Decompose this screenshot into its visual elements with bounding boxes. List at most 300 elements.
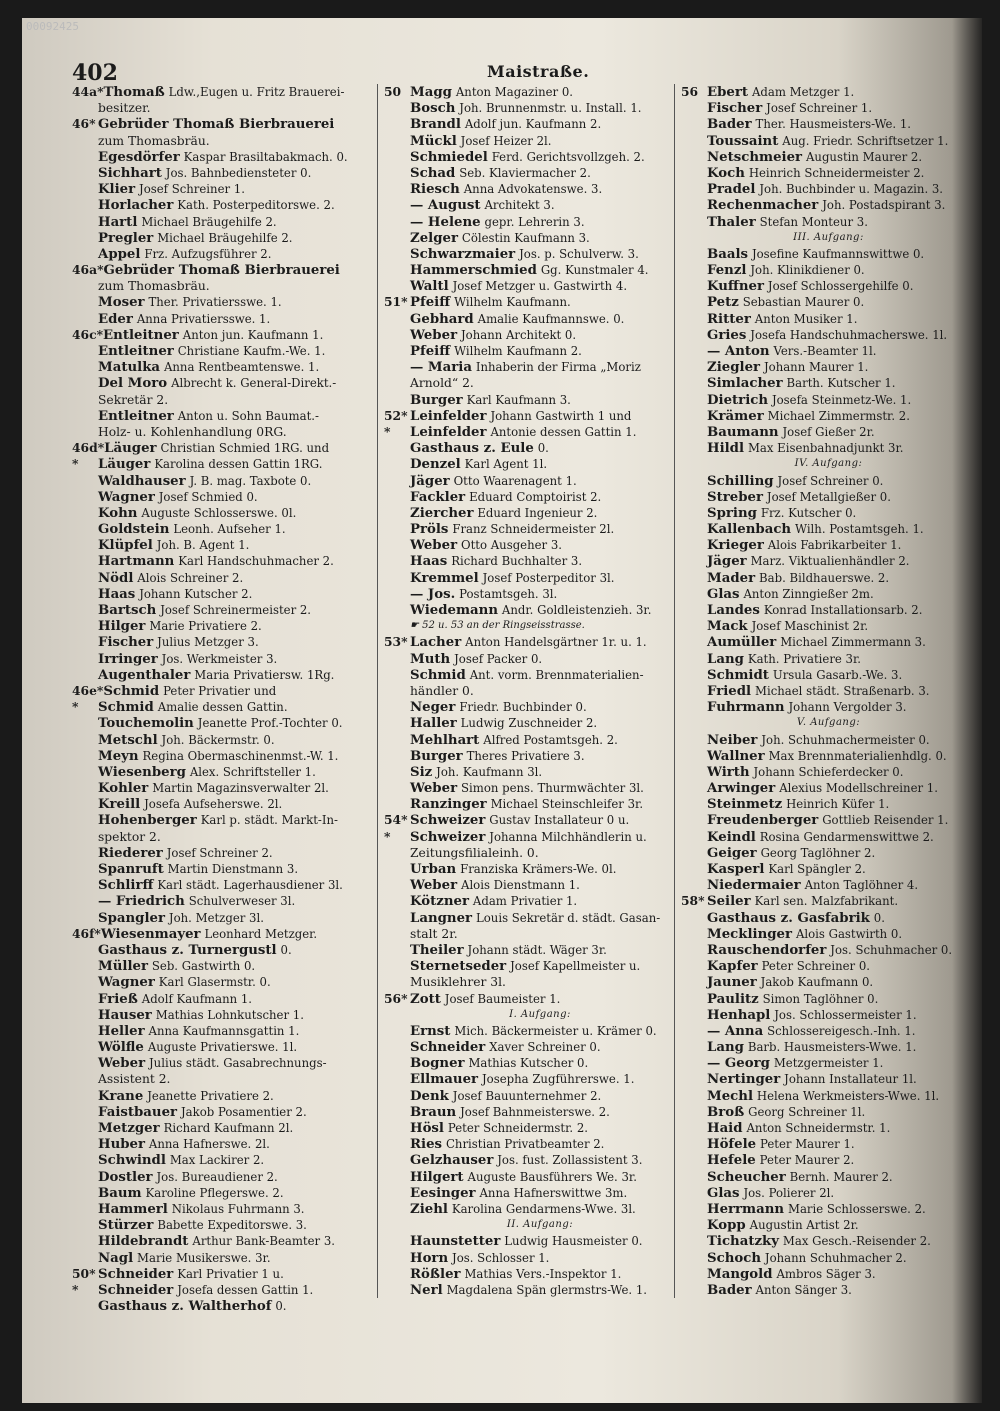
resident-name: Rößler <box>410 1266 461 1282</box>
resident-name: Jauner <box>707 975 757 991</box>
directory-entry <box>681 958 976 974</box>
resident-name: Müller <box>98 959 148 975</box>
directory-entry <box>72 634 397 650</box>
resident-name: Gebhard <box>410 311 474 327</box>
directory-entry <box>681 246 976 262</box>
directory-entry <box>72 1282 397 1298</box>
directory-entry <box>72 991 397 1007</box>
resident-name: Denzel <box>410 457 461 473</box>
directory-entry <box>384 214 696 230</box>
directory-entry <box>681 812 976 828</box>
resident-detail: Alois Fabrikarbeiter 1. <box>767 538 902 553</box>
directory-entry <box>72 505 397 521</box>
resident-detail: Kaspar Brasiltabakmach. 0. <box>183 149 348 164</box>
resident-detail: Johann Schieferdecker 0. <box>753 764 904 779</box>
resident-detail: Martin Dienstmann 3. <box>167 862 299 876</box>
directory-entry <box>72 1298 397 1314</box>
directory-entry <box>384 667 696 683</box>
resident-name: Hammerl <box>98 1201 168 1217</box>
directory-entry <box>681 408 976 424</box>
resident-name: Ernst <box>410 1023 451 1039</box>
resident-detail: Karl städt. Lagerhausdiener 3l. <box>157 878 343 893</box>
directory-entry <box>681 1023 976 1039</box>
directory-entry <box>72 845 397 861</box>
directory-entry <box>681 1104 976 1120</box>
directory-entry <box>72 521 397 537</box>
resident-name: Moser <box>98 295 145 311</box>
directory-entry <box>72 1201 397 1217</box>
resident-name: Krane <box>98 1088 144 1104</box>
resident-detail: Adolf Kaufmann 1. <box>141 991 253 1006</box>
resident-name: Weber <box>98 1056 146 1072</box>
resident-detail: J. B. mag. Taxbote 0. <box>189 473 312 488</box>
resident-name: Herrmann <box>707 1201 785 1217</box>
resident-name: Gasthaus z. Eule <box>410 441 534 457</box>
resident-name: Gasthaus z. Gasfabrik <box>707 910 870 926</box>
resident-detail: Josef Schreiner 1. <box>139 182 245 197</box>
resident-detail: Christian Privatbeamter 2. <box>445 1137 605 1152</box>
directory-entry <box>681 1201 976 1217</box>
entry-continuation: Holz- u. Kohlenhandlung 0RG. <box>98 424 287 439</box>
resident-detail: Mathias Kutscher 0. <box>468 1056 589 1071</box>
directory-entry <box>72 311 397 327</box>
directory-entry <box>384 1071 696 1087</box>
directory-entry <box>681 926 976 942</box>
resident-detail: Johann Maurer 1. <box>763 360 869 375</box>
resident-detail: Mich. Bäckermeister u. Krämer 0. <box>454 1023 657 1038</box>
directory-entry <box>72 165 397 181</box>
resident-name: Netschmeier <box>707 149 803 165</box>
directory-entry <box>384 456 696 472</box>
resident-name: Wölfle <box>98 1040 144 1056</box>
directory-entry <box>72 489 397 505</box>
directory-entry <box>681 424 976 440</box>
resident-name: Pradel <box>707 182 756 198</box>
resident-name: Krieger <box>707 538 764 554</box>
resident-detail: Kath. Privatiere 3r. <box>747 651 861 666</box>
resident-detail: Richard Kaufmann 2l. <box>163 1121 294 1135</box>
stairway-heading: I. Aufgang: <box>509 1008 571 1020</box>
directory-entry <box>681 974 976 990</box>
resident-name: Braun <box>410 1104 457 1120</box>
resident-detail: Louis Sekretär d. städt. Gasan- <box>476 910 661 925</box>
resident-detail: Josef Packer 0. <box>454 651 543 666</box>
resident-detail: Josef Schreiner 0. <box>777 473 884 488</box>
resident-detail: 0. <box>280 942 292 957</box>
resident-name: Entleitner <box>103 327 179 343</box>
resident-detail: Michael Bräugehilfe 2. <box>157 230 293 245</box>
resident-detail: Franz Schneidermeister 2l. <box>452 522 615 537</box>
house-number: 58* <box>681 893 705 909</box>
resident-name: Jäger <box>410 473 450 489</box>
resident-name: Ries <box>410 1137 443 1153</box>
directory-entry <box>72 440 397 456</box>
resident-name: Faistbauer <box>98 1104 178 1120</box>
resident-name: Fuhrmann <box>707 700 785 716</box>
resident-detail: Marie Privatiere 2. <box>149 619 262 634</box>
resident-detail: Josefa dessen Gattin 1. <box>177 1282 314 1297</box>
resident-detail: Marie Schlosserswe. 2. <box>787 1201 926 1216</box>
resident-name: Streber <box>707 489 763 505</box>
entry-continuation: Arnold“ 2. <box>410 376 474 391</box>
resident-detail: Ldw.,Eugen u. Fritz Brauerei- <box>168 85 345 99</box>
directory-entry <box>384 1201 696 1217</box>
directory-entry <box>384 586 696 602</box>
resident-detail: Barb. Hausmeisters-Wwe. 1. <box>747 1040 917 1055</box>
resident-detail: Jos. p. Schulverw. 3. <box>519 246 639 261</box>
resident-detail: Barth. Kutscher 1. <box>786 376 896 391</box>
resident-detail: Anna Privatiersswe. 1. <box>136 311 271 326</box>
resident-name: Schoch <box>707 1250 761 1266</box>
house-number: * <box>72 456 79 472</box>
resident-detail: Heinrich Schneidermeister 2. <box>748 165 925 180</box>
directory-entry <box>72 197 397 213</box>
resident-name: Aumüller <box>707 635 777 651</box>
resident-name: Koch <box>707 165 745 181</box>
resident-name: Nödl <box>98 570 134 586</box>
directory-entry <box>72 1217 397 1233</box>
resident-detail: Peter Maurer 2. <box>759 1153 855 1168</box>
directory-entry <box>72 473 397 489</box>
resident-name: Hefele <box>707 1153 756 1169</box>
resident-name: Nertinger <box>707 1072 781 1088</box>
resident-detail: Postamtsgeh. 3l. <box>459 586 558 601</box>
resident-name: Hartmann <box>98 554 175 570</box>
resident-name: Jäger <box>707 554 747 570</box>
house-number: 46a* <box>72 262 104 278</box>
resident-detail: Josef Posterpeditor 3l. <box>482 570 615 585</box>
directory-entry <box>681 311 976 327</box>
resident-detail: Adolf jun. Kaufmann 2. <box>464 117 602 132</box>
resident-name: Burger <box>410 392 463 408</box>
resident-detail: Max Eisenbahnadjunkt 3r. <box>747 441 904 456</box>
directory-entry <box>72 1104 397 1120</box>
house-note: ☛ 52 u. 53 an der Ringseisstrasse. <box>410 620 585 632</box>
resident-detail: Frz. Aufzugsführer 2. <box>144 246 272 261</box>
stairway-heading: IV. Aufgang: <box>794 458 863 470</box>
resident-name: Weber <box>410 878 458 894</box>
house-number: 46c* <box>72 326 104 342</box>
directory-entry <box>72 715 397 731</box>
directory-entry <box>72 893 397 909</box>
directory-entry <box>681 359 976 375</box>
directory-entry <box>681 1071 976 1087</box>
resident-name: Appel <box>98 246 141 262</box>
resident-detail: Kath. Posterpeditorswe. 2. <box>177 198 335 213</box>
directory-entry <box>681 699 976 715</box>
resident-name: Weber <box>410 327 458 343</box>
directory-entry <box>681 829 976 845</box>
directory-entry <box>384 877 696 893</box>
resident-name: Huber <box>98 1137 145 1153</box>
directory-entry <box>384 699 696 715</box>
directory-entry <box>681 343 976 359</box>
resident-detail: Leonhard Metzger. <box>204 926 318 941</box>
resident-detail: Richard Buchhalter 3. <box>451 554 583 569</box>
resident-name: Ziegler <box>707 360 761 376</box>
resident-detail: Sebastian Maurer 0. <box>742 295 865 310</box>
directory-entry <box>681 1169 976 1185</box>
directory-entry <box>681 683 976 699</box>
resident-detail: Karolina dessen Gattin 1RG. <box>154 457 323 472</box>
resident-detail: Josef Metzger u. Gastwirth 4. <box>452 279 628 294</box>
resident-name: Thaler <box>707 214 756 230</box>
resident-name: Scheucher <box>707 1169 786 1185</box>
resident-name: Kohn <box>98 505 138 521</box>
directory-entry <box>72 1007 397 1023</box>
resident-name: Weber <box>410 538 458 554</box>
directory-entry <box>72 1169 397 1185</box>
resident-name: Waltl <box>410 279 449 295</box>
directory-entry <box>384 230 696 246</box>
directory-entry <box>72 780 397 796</box>
directory-entry <box>72 586 397 602</box>
resident-detail: Karl p. städt. Markt-In- <box>200 813 338 828</box>
directory-entry <box>681 1088 976 1104</box>
resident-detail: Anton jun. Kaufmann 1. <box>182 327 324 342</box>
house-number: 46* <box>72 116 96 132</box>
resident-name: Kreill <box>98 797 141 813</box>
resident-name: Ellmauer <box>410 1072 479 1088</box>
directory-entry <box>384 116 696 132</box>
resident-name: Spring <box>707 505 757 521</box>
house-number: * <box>72 699 79 715</box>
directory-entry <box>384 1282 696 1298</box>
directory-entry <box>384 278 696 294</box>
directory-entry <box>384 910 696 926</box>
directory-entry <box>72 1055 397 1071</box>
resident-detail: Josef Bauunternehmer 2. <box>452 1088 602 1103</box>
resident-name: Kopp <box>707 1218 746 1234</box>
resident-name: Riederer <box>98 845 163 861</box>
resident-detail: Josefine Kaufmannswittwe 0. <box>751 246 925 261</box>
resident-name: Niedermaier <box>707 878 801 894</box>
directory-entry <box>72 748 397 764</box>
resident-detail: Wilhelm Kaufmann 2. <box>454 344 582 358</box>
resident-name: Paulitz <box>707 991 759 1007</box>
directory-entry <box>72 958 397 974</box>
resident-name: Rechenmacher <box>707 198 819 214</box>
resident-detail: Gg. Kunstmaler 4. <box>540 263 649 278</box>
resident-detail: Georg Schreiner 1l. <box>748 1104 866 1119</box>
resident-name: Touchemolin <box>98 716 194 732</box>
resident-name: Haller <box>410 716 457 732</box>
resident-detail: Joh. Bäckermstr. 0. <box>161 732 275 747</box>
directory-entry <box>384 796 696 812</box>
resident-detail: Christiane Kaufm.-We. 1. <box>177 344 326 358</box>
resident-detail: Max Brennmaterialienhdlg. 0. <box>768 748 947 763</box>
directory-entry <box>72 181 397 197</box>
resident-detail: Johann Schuhmacher 2. <box>764 1250 907 1265</box>
resident-detail: Josef Baumeister 1. <box>444 991 561 1006</box>
directory-entry <box>681 780 976 796</box>
resident-detail: Joh. B. Agent 1. <box>156 538 250 553</box>
resident-detail: Anton Taglöhner 4. <box>804 878 919 893</box>
resident-name: Gasthaus z. Turnergustl <box>98 942 277 958</box>
resident-detail: Joh. Klinikdiener 0. <box>750 263 865 278</box>
resident-detail: Karl sen. Malzfabrikant. <box>754 894 899 909</box>
directory-entry <box>384 602 696 618</box>
resident-detail: Cölestin Kaufmann 3. <box>461 230 590 245</box>
directory-entry <box>681 84 976 100</box>
directory-entry <box>681 732 976 748</box>
resident-detail: Michael Zimmermann 3. <box>780 635 926 650</box>
directory-entry <box>384 829 696 845</box>
resident-detail: Alex. Schriftsteller 1. <box>189 764 316 779</box>
resident-detail: Jeanette Prof.-Tochter 0. <box>197 716 343 731</box>
resident-detail: Michael Zimmermstr. 2. <box>767 408 910 423</box>
resident-name: Heller <box>98 1023 145 1039</box>
resident-detail: Antonie dessen Gattin 1. <box>490 424 637 439</box>
resident-name: — Anton <box>707 344 770 359</box>
directory-entry <box>384 651 696 667</box>
directory-entry <box>384 991 696 1007</box>
resident-detail: gepr. Lehrerin 3. <box>484 214 585 229</box>
column-1 <box>72 84 397 1314</box>
resident-name: Henhapl <box>707 1007 771 1023</box>
resident-detail: Jos. fust. Zollassistent 3. <box>497 1153 643 1168</box>
resident-name: Horlacher <box>98 198 174 214</box>
resident-name: Schwarzmaier <box>410 246 516 262</box>
directory-entry <box>681 375 976 391</box>
resident-name: Tichatzky <box>707 1234 779 1250</box>
resident-detail: Vers.-Beamter 1l. <box>773 344 877 358</box>
resident-name: Seiler <box>707 894 751 910</box>
house-number: 52* <box>384 407 408 423</box>
directory-entry <box>681 667 976 683</box>
resident-name: Kuffner <box>707 279 764 295</box>
resident-name: Dostler <box>98 1169 153 1185</box>
resident-name: — Anna <box>707 1023 764 1039</box>
directory-entry <box>384 1233 696 1249</box>
resident-name: Wiedemann <box>410 603 498 618</box>
directory-entry <box>72 343 397 359</box>
house-number: * <box>384 828 391 844</box>
resident-detail: Nikolaus Fuhrmann 3. <box>171 1201 305 1216</box>
resident-detail: Anton Sänger 3. <box>755 1282 852 1297</box>
resident-name: Schwindl <box>98 1153 166 1169</box>
resident-detail: Karl Agent 1l. <box>464 457 548 472</box>
resident-name: Gasthaus z. Waltherhof <box>98 1299 272 1315</box>
stairway-heading: II. Aufgang: <box>506 1219 574 1231</box>
resident-detail: Julius Metzger 3. <box>157 635 259 650</box>
directory-entry <box>72 1152 397 1168</box>
resident-detail: Josef Metallgießer 0. <box>766 489 891 504</box>
resident-name: Zelger <box>410 230 458 246</box>
directory-entry <box>384 392 696 408</box>
resident-detail: Arthur Bank-Beamter 3. <box>192 1234 335 1249</box>
resident-detail: Josefa Steinmetz-We. 1. <box>771 392 912 407</box>
resident-detail: Inhaberin der Firma „Moriz <box>475 360 641 375</box>
resident-detail: 0. <box>275 1299 287 1314</box>
resident-name: — Helene <box>410 214 481 230</box>
directory-entry <box>384 764 696 780</box>
directory-entry <box>681 553 976 569</box>
resident-name: Hauser <box>98 1007 152 1023</box>
resident-detail: Alfred Postamtsgeh. 2. <box>483 732 618 747</box>
resident-name: Hildebrandt <box>98 1234 189 1250</box>
resident-detail: Franziska Krämers-We. 0l. <box>460 862 617 876</box>
resident-name: Neger <box>410 700 456 716</box>
resident-name: Baum <box>98 1185 142 1201</box>
resident-detail: Martin Magazinsverwalter 2l. <box>152 781 329 796</box>
resident-name: Bader <box>707 1282 752 1298</box>
resident-name: Irringer <box>98 651 158 667</box>
directory-entry <box>681 473 976 489</box>
directory-entry <box>72 602 397 618</box>
resident-name: Kapfer <box>707 959 758 975</box>
house-number: * <box>384 423 391 439</box>
resident-name: Magg <box>410 85 452 100</box>
resident-name: Schmid <box>410 667 466 683</box>
resident-name: Höfele <box>707 1137 757 1153</box>
directory-entry <box>681 197 976 213</box>
resident-detail: Josef Kapellmeister u. <box>510 959 641 974</box>
directory-entry <box>72 667 397 683</box>
resident-detail: Adam Privatier 1. <box>472 894 578 909</box>
directory-entry <box>681 651 976 667</box>
directory-entry <box>384 1250 696 1266</box>
resident-detail: Simon pens. Thurmwächter 3l. <box>461 781 644 796</box>
directory-entry <box>72 796 397 812</box>
directory-entry <box>681 748 976 764</box>
resident-detail: Auguste Privatierswe. 1l. <box>147 1040 298 1055</box>
directory-entry <box>384 521 696 537</box>
resident-detail: Bernh. Maurer 2. <box>789 1169 893 1184</box>
directory-entry <box>384 149 696 165</box>
directory-entry <box>681 1217 976 1233</box>
directory-entry <box>72 294 397 310</box>
resident-detail: Karl Privatier 1 u. <box>177 1266 284 1281</box>
directory-entry <box>384 424 696 440</box>
resident-detail: Peter Privatier und <box>163 683 277 698</box>
directory-entry <box>384 861 696 877</box>
resident-name: Klier <box>98 182 136 198</box>
resident-name: Hösl <box>410 1121 444 1136</box>
directory-entry <box>72 408 397 424</box>
resident-detail: Anton Musiker 1. <box>754 311 858 326</box>
directory-entry <box>681 910 976 926</box>
resident-name: Eesinger <box>410 1185 476 1201</box>
directory-entry <box>384 1185 696 1201</box>
directory-entry <box>384 246 696 262</box>
resident-detail: Anna Hafnerswe. 2l. <box>148 1137 270 1152</box>
directory-entry <box>681 634 976 650</box>
resident-name: Waldhauser <box>98 473 186 489</box>
resident-detail: Aug. Friedr. Schriftsetzer 1. <box>782 133 949 148</box>
directory-entry <box>681 618 976 634</box>
entry-continuation: zum Thomasbräu. <box>98 279 210 294</box>
resident-name: Sternetseder <box>410 959 507 975</box>
directory-entry <box>681 214 976 230</box>
resident-name: Eder <box>98 311 133 327</box>
resident-detail: Ferd. Gerichtsvollzgeh. 2. <box>491 149 645 164</box>
resident-name: Siz <box>410 764 433 780</box>
directory-entry <box>72 1023 397 1039</box>
resident-detail: Jos. Bureaudiener 2. <box>156 1169 278 1184</box>
directory-entry <box>681 1007 976 1023</box>
resident-name: Pröls <box>410 522 449 538</box>
directory-entry <box>384 359 696 375</box>
resident-detail: Leonh. Aufseher 1. <box>173 522 286 537</box>
directory-entry <box>384 1120 696 1136</box>
directory-entry <box>384 893 696 909</box>
directory-entry <box>72 1136 397 1152</box>
directory-entry <box>681 570 976 586</box>
directory-entry <box>681 1266 976 1282</box>
resident-detail: Karl Handschuhmacher 2. <box>178 554 334 569</box>
directory-entry <box>72 570 397 586</box>
